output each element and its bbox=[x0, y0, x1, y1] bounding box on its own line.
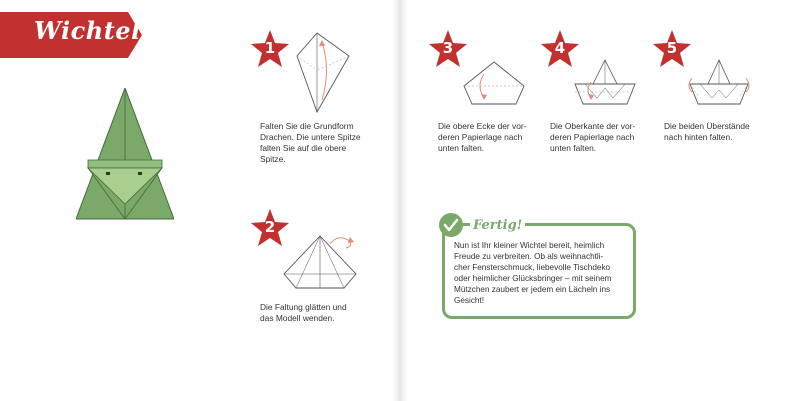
finished-line: cher Fensterschmuck, liebevolle Tischdeko bbox=[454, 263, 611, 272]
step-5-diagram bbox=[686, 58, 752, 108]
step-4-diagram bbox=[573, 58, 637, 108]
step-1-line: Drachen. Die untere Spitze bbox=[260, 132, 361, 142]
finished-gnome-illustration bbox=[76, 88, 174, 220]
step-4-line: Die Oberkante der vor- bbox=[550, 121, 636, 131]
finished-line: oder heimlicher Glücksbringer – mit seinem bbox=[454, 274, 612, 283]
step-4-number: 4 bbox=[554, 39, 566, 57]
book-gutter bbox=[392, 0, 408, 401]
finished-line: Gesicht! bbox=[454, 296, 485, 305]
step-1-line: Falten Sie die Grundform bbox=[260, 121, 354, 131]
step-4-text bbox=[550, 121, 635, 154]
step-3-text bbox=[438, 121, 526, 154]
step-3-line: unten falten. bbox=[438, 143, 485, 153]
step-1-badge bbox=[250, 30, 290, 68]
step-3-line: deren Papierlage nach bbox=[438, 132, 523, 142]
step-1-diagram bbox=[295, 30, 355, 114]
finished-label: Fertig! bbox=[470, 218, 525, 233]
step-2-number: 2 bbox=[264, 218, 276, 236]
step-1-text bbox=[260, 121, 361, 165]
step-5-number: 5 bbox=[666, 39, 678, 57]
finished-text bbox=[454, 240, 626, 306]
finished-line: Freude zu verbreiten. Ob als weihnachtli- bbox=[454, 252, 604, 261]
step-2-line: das Modell wenden. bbox=[260, 313, 335, 323]
step-2-line: Die Faltung glätten und bbox=[260, 302, 347, 312]
step-4-line: unten falten. bbox=[550, 143, 597, 153]
finished-line: Nun ist Ihr kleiner Wichtel bereit, heimlich bbox=[454, 241, 605, 250]
step-1-number: 1 bbox=[264, 39, 276, 57]
step-3-line: Die obere Ecke der vor- bbox=[438, 121, 527, 131]
step-2-diagram bbox=[280, 232, 360, 292]
step-1-line: falten Sie auf die obere bbox=[260, 143, 347, 153]
checkmark-icon bbox=[438, 212, 464, 238]
step-3-diagram bbox=[462, 60, 526, 108]
step-5-line: nach hinten falten. bbox=[664, 132, 733, 142]
step-5-line: Die beiden Überstände bbox=[664, 121, 750, 131]
step-1-line: Spitze. bbox=[260, 154, 286, 164]
page-title: Wichtel bbox=[34, 16, 141, 45]
step-4-line: deren Papierlage nach bbox=[550, 132, 635, 142]
finished-line: Mützchen zaubert er jedem ein Lächeln ins bbox=[454, 285, 611, 294]
step-5-text bbox=[664, 121, 750, 143]
step-3-number: 3 bbox=[442, 39, 454, 57]
step-2-text bbox=[260, 302, 347, 324]
